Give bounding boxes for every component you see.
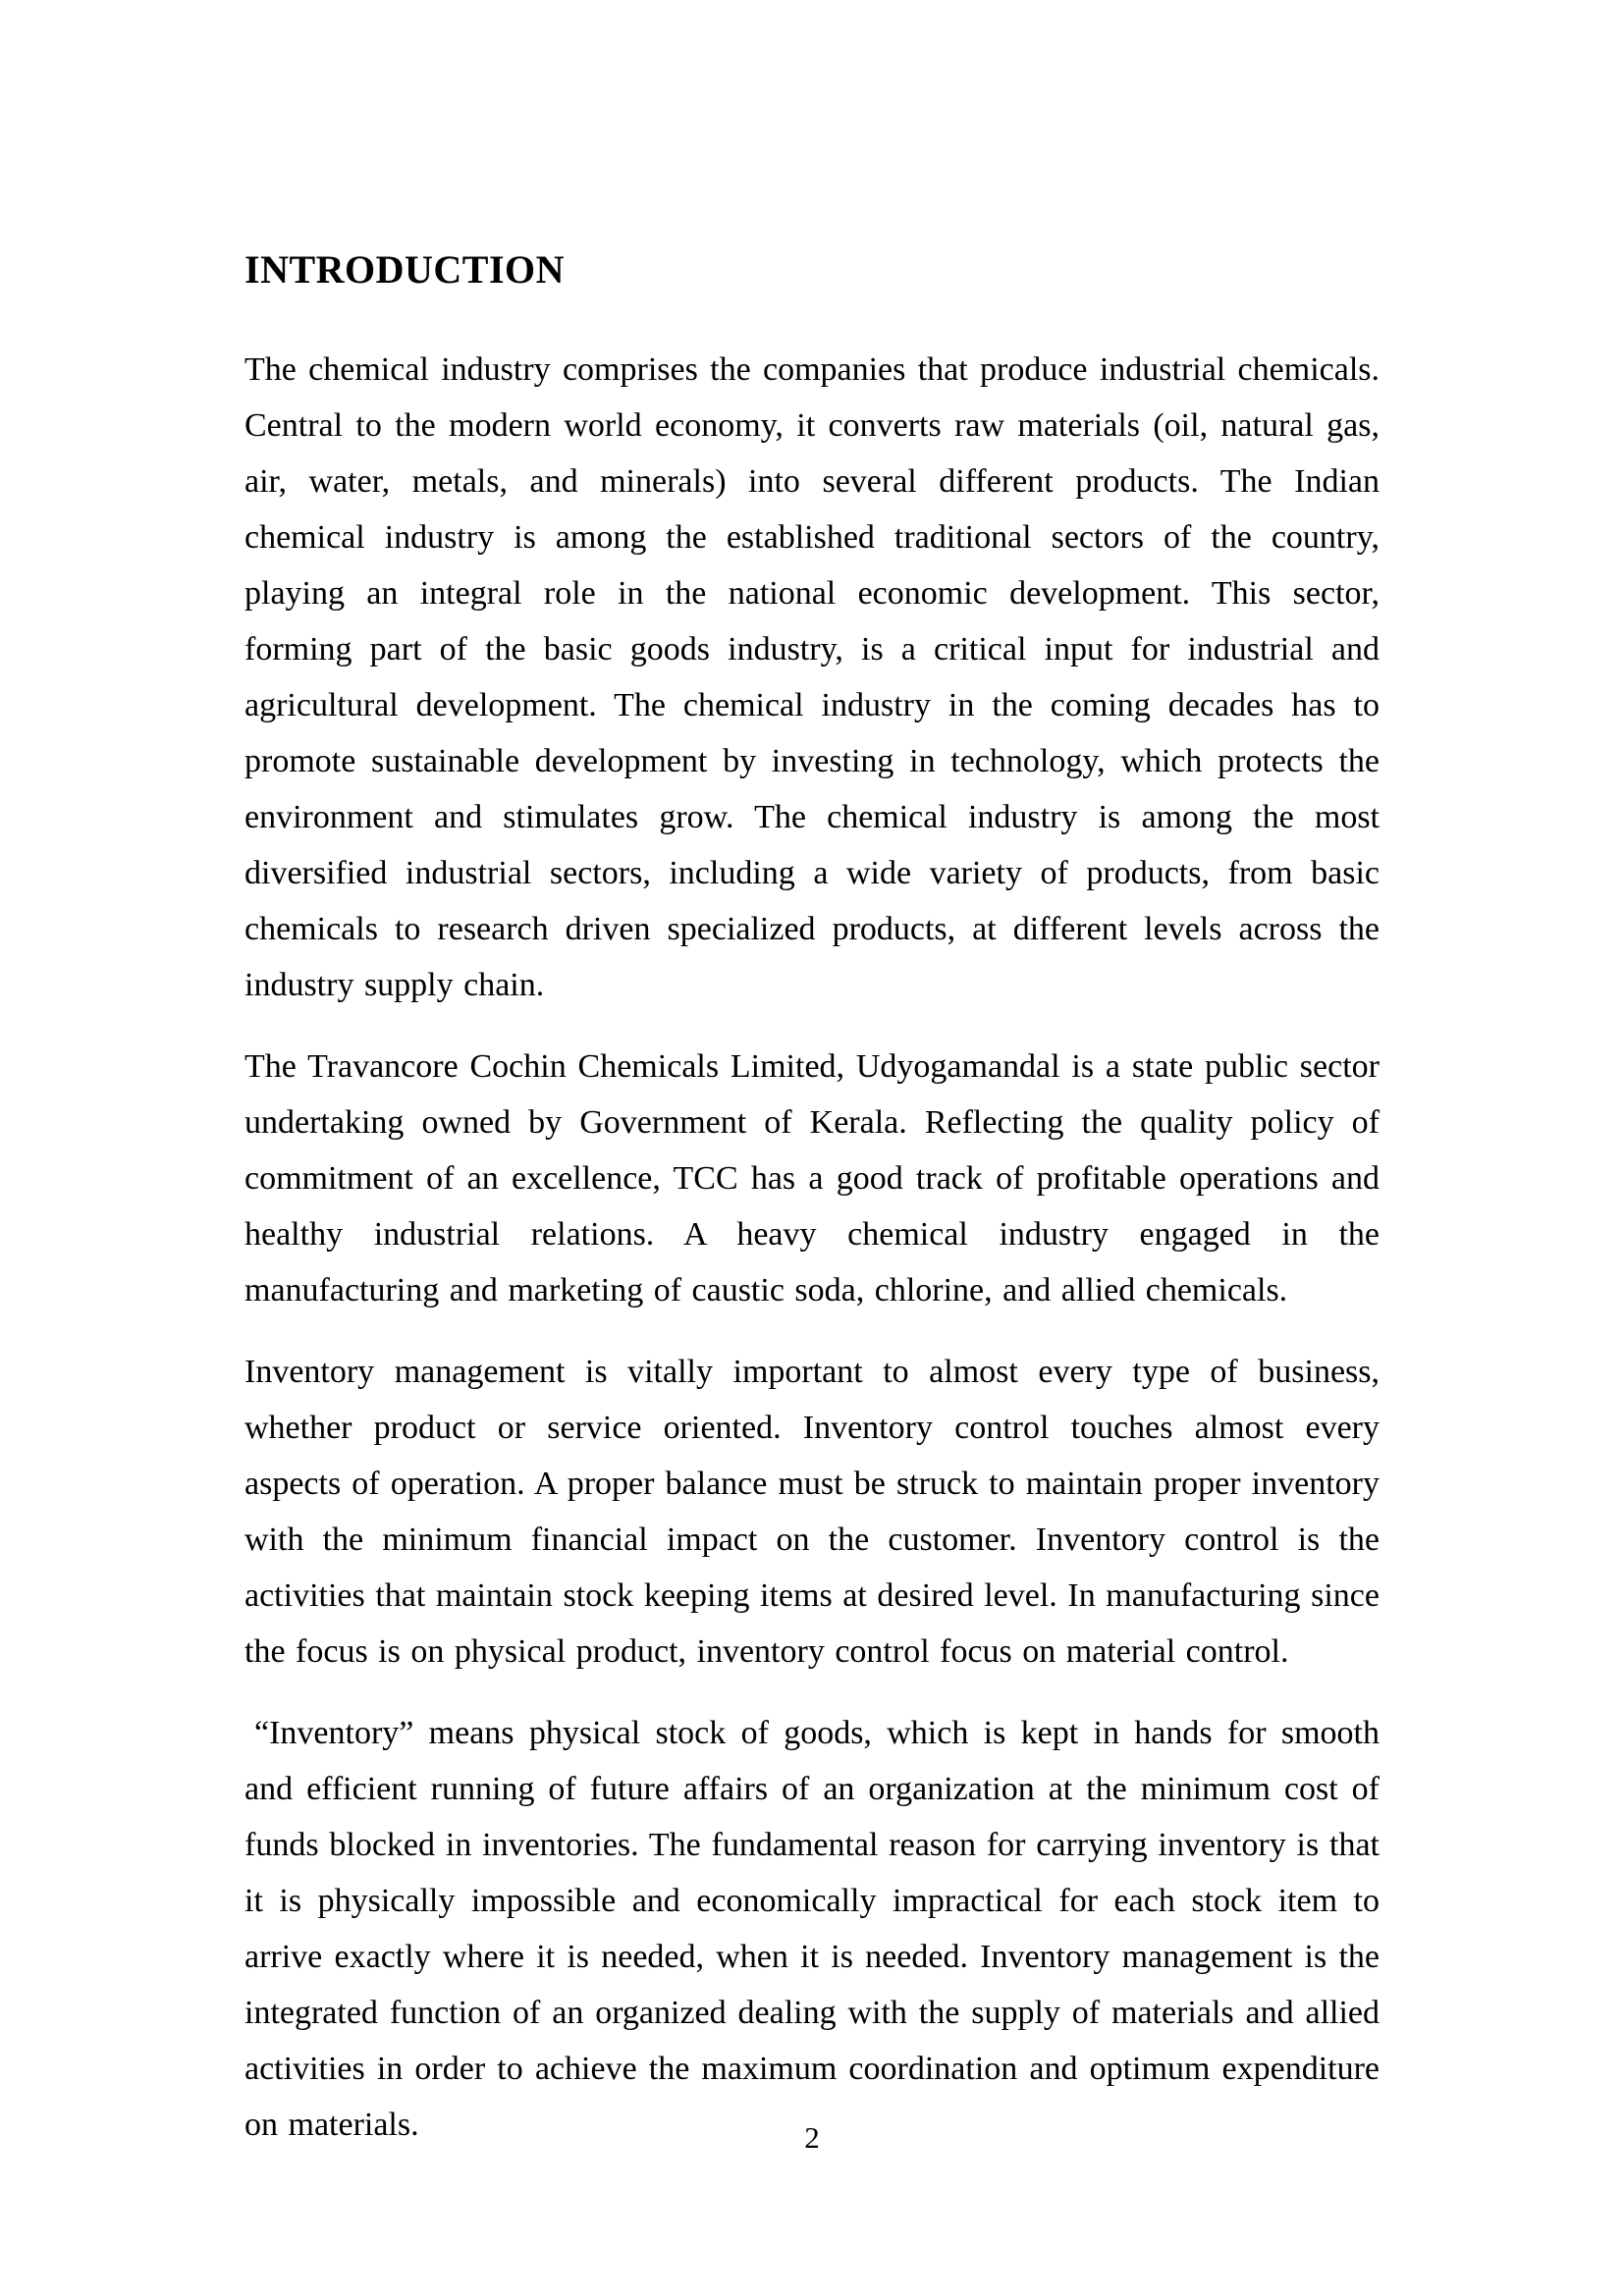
page-content: [244, 0, 1380, 2153]
paragraph-travancore-cochin-chemicals: The Travancore Cochin Chemicals Limited, Udyogamandal is a state public sector undertaking owned by Government of Kerala. Reflecting the quality policy of commitment of an excellence, TCC has a good track of profitable operations and healthy industrial relations. A heavy chemical industry engaged in the manufacturing and marketing of caustic soda, chlorine, and allied chemicals.: [244, 1048, 1380, 1308]
page-number: 2: [804, 2120, 820, 2155]
paragraph-inventory-definition: “Inventory” means physical stock of goods, which is kept in hands for smooth and efficient running of future affairs of an organization at the minimum cost of funds blocked in inventories. The fundamental reason for carrying inventory is that it is physically impossible and economically impractical for each stock item to arrive exactly where it is needed, when it is needed. Inventory management is the integrated function of an organized dealing with the supply of materials and allied activities in order to achieve the maximum coordination and optimum expenditure on materials.: [244, 1715, 1380, 2143]
page-title: INTRODUCTION: [244, 247, 566, 292]
paragraph-inventory-management: Inventory management is vitally important to almost every type of business, whether product or service oriented. Inventory control touches almost every aspects of operation. A proper balance must be struck to maintain proper inventory with the minimum financial impact on the customer. Inventory control is the activities that maintain stock keeping items at desired level. In manufacturing since the focus is on physical product, inventory control focus on material control.: [244, 1354, 1380, 1670]
paragraph-chemical-industry: The chemical industry comprises the companies that produce industrial chemicals. Central to the modern world economy, it converts raw materials (oil, natural gas, air, water, metals, and minerals) into several different products. The Indian chemical industry is among the established traditional sectors of the country, playing an integral role in the national economic development. This sector, forming part of the basic goods industry, is a critical input for industrial and agricultural development. The chemical industry in the coming decades has to promote sustainable development by investing in technology, which protects the environment and stimulates grow. The chemical industry is among the most diversified industrial sectors, including a wide variety of products, from basic chemicals to research driven specialized products, at different levels across the industry supply chain.: [244, 351, 1380, 1003]
